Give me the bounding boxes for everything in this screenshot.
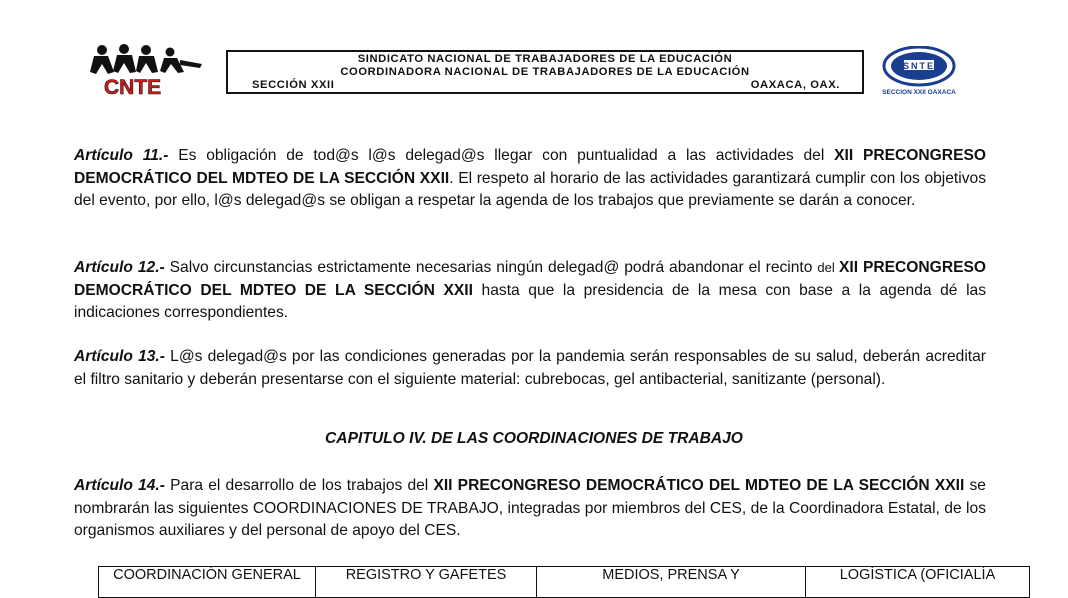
article-label: Artículo 11.-	[74, 147, 169, 164]
document-header	[0, 0, 1068, 110]
article-label: Artículo 13.-	[74, 348, 165, 365]
article-highlight: XII PRECONGRESO DEMOCRÁTICO DEL MDTEO DE LA SECCIÓN XXII	[74, 259, 987, 299]
table-header-cell: LOGÍSTICA (OFICIALÍA	[806, 567, 1030, 598]
cnte-logo-text: CNTE	[104, 76, 162, 96]
article-label: Artículo 14.-	[74, 477, 165, 494]
article-text: . El respeto al horario de las actividades garantizará cumplir con los objetivos del evento, por ello, l@s delegad@s se obligan a respetar la agenda de los trabajos que previamente se darán a conocer.	[74, 169, 986, 209]
header-section: SECCIÓN XXII	[252, 79, 335, 91]
table-header-cell: REGISTRO Y GAFETES	[316, 567, 537, 598]
article-13	[74, 346, 986, 391]
chapter-title: CAPITULO IV. DE LAS COORDINACIONES DE TRABAJO	[325, 430, 743, 447]
article-text: Para el desarrollo de los trabajos del	[164, 477, 434, 494]
article-text: Es obligación de tod@s l@s delegad@s llegar con puntualidad a las actividades del	[168, 147, 835, 164]
article-14	[74, 475, 986, 543]
seal-bottom-text: SECCION XXII OAXACA	[882, 89, 956, 96]
article-text: Salvo circunstancias estrictamente necesarias ningún delegad@ podrá abandonar el recinto	[164, 259, 818, 276]
article-text-small: del	[817, 260, 839, 275]
cnte-logo	[84, 42, 212, 96]
header-line-2: COORDINADORA NACIONAL DE TRABAJADORES DE LA EDUCACIÓN	[340, 66, 750, 78]
seal-top-text: SNTE	[902, 61, 936, 71]
table-header-cell: COORDINACIÓN GENERAL	[99, 567, 316, 598]
snte-seccion-xxii-seal	[880, 46, 958, 98]
header-line-1: SINDICATO NACIONAL DE TRABAJADORES DE LA EDUCACIÓN	[357, 53, 733, 65]
article-highlight: XII PRECONGRESO DEMOCRÁTICO DEL MDTEO DE LA SECCIÓN XXII	[433, 477, 965, 494]
article-label: Artículo 12.-	[74, 259, 165, 276]
article-text: se nombrarán las siguientes COORDINACIONES DE TRABAJO, integradas por miembros del CES, de la Coordinadora Estatal, de los organismos auxiliares y del personal de apoyo del CES.	[74, 477, 986, 539]
header-line-3	[228, 79, 862, 92]
header-box	[226, 50, 864, 94]
article-text: L@s delegad@s por las condiciones generadas por la pandemia serán responsables de su salud, deberán acreditar el filtro sanitario y deberán presentarse con el siguiente material: cubrebocas, gel antibacterial, sanitizante (personal).	[74, 348, 986, 388]
table-row	[99, 567, 1030, 598]
article-text: hasta que la presidencia de la mesa con base a la agenda dé las indicaciones correspondientes.	[74, 281, 986, 321]
article-11	[74, 145, 986, 213]
article-12	[74, 257, 986, 325]
header-city: OAXACA, OAX.	[750, 79, 840, 91]
article-highlight: XII PRECONGRESO DEMOCRÁTICO DEL MDTEO DE LA SECCIÓN XXII	[74, 147, 987, 187]
coordinations-table	[98, 566, 1030, 598]
table-header-cell: MEDIOS, PRENSA Y	[537, 567, 806, 598]
